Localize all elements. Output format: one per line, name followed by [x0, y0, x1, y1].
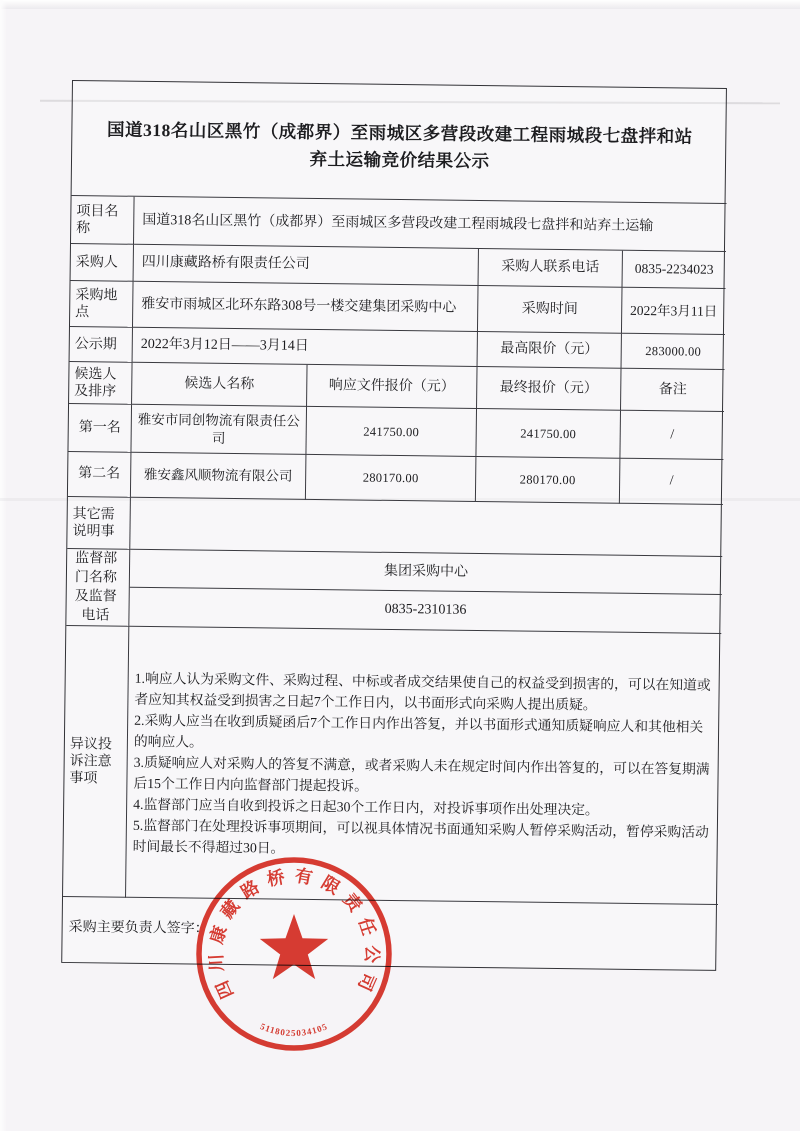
location-label: 采购地点 [70, 281, 134, 328]
candidate-2-final-price: 280170.00 [476, 457, 621, 504]
other-notes-label: 其它需说明事 [67, 497, 131, 550]
publicity-period-label: 公示期 [70, 327, 133, 363]
objection-item-3: 3.质疑响应人对采购人的答复不满意，或者采购人未在规定时间内作出答复的，可以在答复期满后15个工作日内向监督部门提起投诉。 [133, 754, 710, 794]
purchaser-contact-label: 采购人联系电话 [479, 249, 623, 288]
candidate-1-final-price: 241750.00 [476, 409, 621, 459]
purchase-time-label: 采购时间 [478, 286, 623, 334]
candidates-remark-header: 备注 [621, 369, 725, 412]
seal-company-name: 四川康藏路桥有限责任公司 [205, 865, 383, 1002]
page-title: 国道318名山区黑竹（成都界）至雨城区多营段改建工程雨城段七盘拌和站弃土运输竞价结果公示 [72, 81, 728, 204]
objection-item-2: 2.采购人应当在收到质疑函后7个工作日内作出答复，并以书面形式通知质疑响应人和其他相关的响应人。 [133, 712, 704, 750]
seal-star-icon [260, 914, 328, 979]
max-price-value: 283000.00 [622, 334, 725, 370]
purchaser-label: 采购人 [71, 244, 134, 282]
publicity-period-value: 2022年3月12日——3月14日 [133, 328, 478, 367]
supervision-phone: 0835-2310136 [129, 588, 721, 634]
supervision-dept: 集团采购中心 [130, 550, 722, 595]
candidate-2-remark: / [620, 459, 724, 505]
seal-serial-number: 5118025034105 [258, 1021, 330, 1039]
location-value: 雅安市雨城区北环东路308号一楼交建集团采购中心 [133, 282, 479, 332]
purchaser-contact-value: 0835-2234023 [623, 251, 726, 289]
objection-label: 异议投诉注意事项 [63, 626, 129, 898]
candidate-2-doc-price: 280170.00 [306, 455, 477, 502]
objection-item-5: 5.监督部门在处理投诉事项期间，可以视具体情况书面通知采购人暂停采购活动，暂停采购活动时间最长不得超过30日。 [132, 817, 709, 856]
candidates-name-header: 候选人名称 [132, 363, 308, 407]
purchaser-value: 四川康藏路桥有限责任公司 [134, 245, 479, 286]
candidate-1-rank: 第一名 [68, 404, 132, 453]
scan-edge-top [0, 0, 800, 9]
purchase-time-value: 2022年3月11日 [622, 288, 726, 335]
objection-item-4: 4.监督部门应当自收到投诉之日起30个工作日内，对投诉事项作出处理决定。 [133, 796, 599, 817]
candidates-doc-price-header: 响应文件报价（元） [307, 365, 478, 409]
candidate-2-rank: 第二名 [68, 452, 132, 498]
candidate-1-name: 雅安市同创物流有限责任公司 [131, 405, 307, 455]
objection-item-1: 1.响应人认为采购文件、采购过程、中标或者成交结果使自己的权益受到损害的，可以在知道或者应知其权益受到损害之日起7个工作日内，以书面形式向采购人提出质疑。 [134, 670, 711, 712]
project-name-value: 国道318名山区黑竹（成都界）至雨城区多营段改建工程雨城段七盘拌和站弃土运输 [134, 197, 727, 252]
company-seal-stamp [184, 844, 404, 1064]
announcement-table [61, 80, 727, 971]
candidate-2-name: 雅安鑫风顺物流有限公司 [131, 453, 307, 500]
candidate-1-remark: / [620, 411, 724, 460]
candidates-final-price-header: 最终报价（元） [477, 367, 622, 411]
candidates-rank-header: 候选人及排序 [69, 362, 133, 405]
project-name-label: 项目名称 [71, 196, 135, 245]
signature-line: 采购主要负责人签字： [68, 919, 209, 937]
candidate-1-doc-price: 241750.00 [306, 407, 477, 457]
supervision-label: 监督部门名称及监督电话 [66, 549, 130, 627]
other-notes-value [130, 498, 723, 557]
scan-edge-left [0, 0, 7, 1131]
max-price-label: 最高限价（元） [478, 332, 622, 369]
